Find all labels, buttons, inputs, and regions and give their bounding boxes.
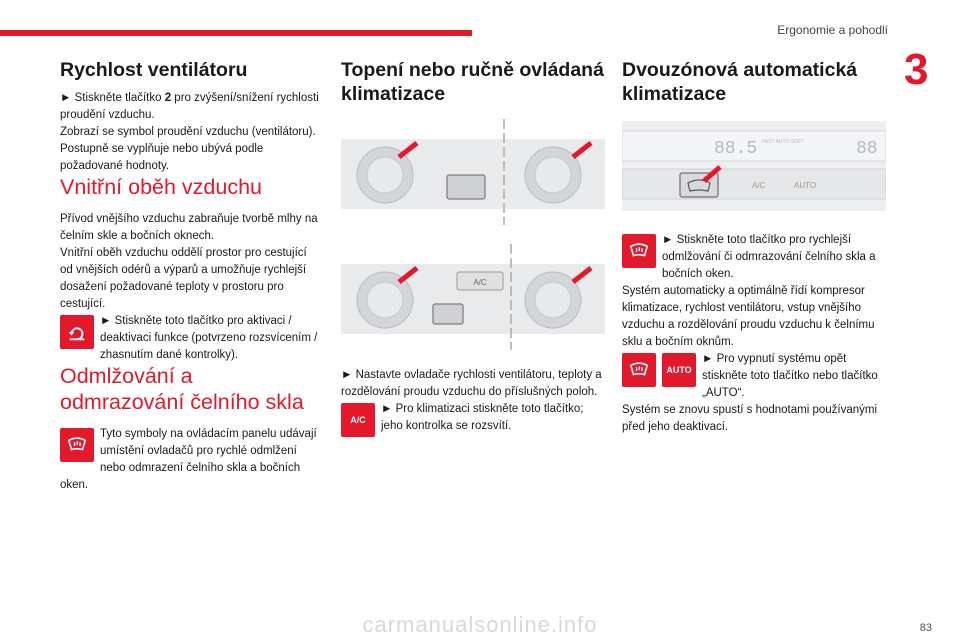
deactivate-row: AUTO ► Pro vypnutí systému opět stiskněte toto tlačítko nebo tlačítko „AUTO“.: [622, 351, 886, 402]
manual-ac-panel-illustration-1: [341, 117, 605, 232]
chapter-number: 3: [904, 45, 929, 94]
panel-auto-label: AUTO: [794, 180, 817, 190]
fan-speed-description: Zobrazí se symbol proudění vzduchu (ventilátoru). Postupně se vyplňuje nebo ubývá podle požadované hodnoty.: [60, 126, 316, 173]
windscreen-demist-icon-3: [622, 353, 656, 387]
dual-zone-p2: Systém automaticky a optimálně řídí kompresor klimatizace, rychlost ventilátoru, vstup vnějšího vzduchu a rozdělování proudu vzduchu k čelnímu sklu a bočním oknům.: [622, 284, 875, 348]
column-1: [60, 58, 322, 494]
fan-speed-instruction: ► Stiskněte tlačítko 2 pro zvýšení/snížení rychlosti proudění vzduchu.: [60, 92, 319, 122]
watermark: carmanualsonline.info: [362, 612, 598, 637]
ac-icon: A/C: [341, 403, 375, 437]
page-header-title: Ergonomie a pohodlí: [777, 23, 888, 37]
manual-ac-panel-illustration-2: [341, 242, 605, 357]
demist-row: Tyto symboly na ovládacím panelu udávají umístění ovladačů pro rychlé odmlžení nebo odmrazení čelního skla a bočních oken.: [60, 427, 317, 491]
demist-instruction-row: ► Stiskněte toto tlačítko pro rychlejší odmlžování či odmrazování čelního skla a bočních oken.: [622, 232, 886, 283]
recirculation-instruction-row: ► Stiskněte toto tlačítko pro aktivaci / deaktivaci funkce (potvrzeno rozsvícením / zhasnutím dané kontrolky).: [60, 313, 322, 364]
recirculation-p1: Přívod vnějšího vzduchu zabraňuje tvorbě mlhy na čelním skle a bočních oknech.: [60, 213, 318, 243]
top-accent-bar: [0, 30, 472, 36]
windscreen-demist-icon: [60, 428, 94, 462]
temp-display-left: 88.5: [714, 138, 758, 159]
column-3: [622, 58, 886, 436]
section-demist-title: Odmlžování a odmrazování čelního skla: [60, 364, 304, 414]
ac-instruction-row: A/C ► Pro klimatizaci stiskněte toto tlačítko; jeho kontrolka se rozsvítí.: [341, 401, 605, 439]
mode-label: FAST AUTO SOFT: [762, 138, 805, 145]
panel-ac-label-2: A/C: [752, 180, 766, 190]
dual-zone-panel-illustration: [622, 117, 886, 222]
section-dual-zone-title: Dvouzónová automatická klimatizace: [622, 59, 858, 106]
recirculation-icon: [60, 315, 94, 349]
panel-ac-label: A/C: [473, 277, 487, 287]
manual-ac-p1: ► Nastavte ovladače rychlosti ventilátoru, teploty a rozdělování proudu vzduchu do příslušných poloh.: [341, 368, 602, 398]
section-fan-speed-title: Rychlost ventilátoru: [60, 59, 248, 81]
section-recirculation-title: Vnitřní oběh vzduchu: [60, 175, 262, 200]
column-2: [341, 58, 605, 439]
windscreen-demist-icon-2: [622, 234, 656, 268]
recirculation-p2: Vnitřní oběh vzduchu oddělí prostor pro cestující od vnějších odérů a výparů a umožňuje rychlejší dosažení požadované teploty v prostoru pro cestující.: [60, 247, 307, 311]
page-number: 83: [919, 622, 932, 634]
auto-icon: AUTO: [662, 353, 696, 387]
dual-zone-p4: Systém se znovu spustí s hodnotami používanými před jeho deaktivací.: [622, 403, 878, 433]
temp-display-right: 88: [856, 138, 878, 159]
section-manual-ac-title: Topení nebo ručně ovládaná klimatizace: [341, 59, 604, 106]
